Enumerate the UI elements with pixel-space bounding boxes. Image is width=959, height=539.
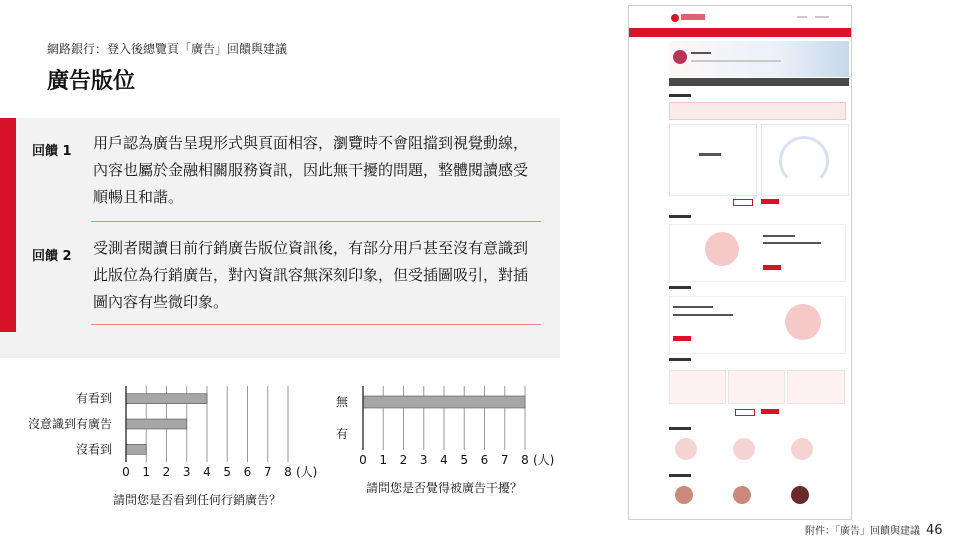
thumb-ad-button (673, 336, 691, 341)
bank-logo-wordmark (681, 14, 705, 20)
category-label: 有看到 (75, 391, 112, 406)
x-tick-label: 3 (182, 465, 191, 479)
x-tick-label: 2 (399, 453, 408, 467)
page-title: 廣告版位 (47, 69, 136, 94)
advisor-avatar (675, 486, 693, 504)
feedback-1-label: 回饋 1 (32, 144, 72, 159)
x-tick-label: 8 (521, 453, 529, 467)
thumb-notice-box (669, 102, 846, 120)
thumb-ad-headline (763, 242, 821, 244)
axis-unit-label: (人) (296, 465, 318, 479)
x-tick-label: 1 (379, 453, 388, 467)
x-axis-label: 請問您是否覺得被廣告干擾？ (365, 481, 523, 495)
thumb-section-title (669, 215, 691, 218)
bar (126, 444, 146, 454)
feedback-panel (0, 118, 560, 358)
x-tick-label: 5 (223, 465, 232, 479)
thumb-button (761, 199, 779, 204)
category-label: 無 (335, 395, 348, 409)
x-tick-label: 8 (284, 465, 292, 479)
thumb-ad-headline (763, 235, 795, 237)
thumb-tab-bar (669, 78, 849, 86)
x-tick-label: 7 (500, 453, 509, 467)
thumb-section-title (669, 94, 691, 97)
page-subtitle: 網路銀行：登入後總覽頁「廣告」回饋與建議 (47, 42, 288, 56)
page-number: 46 (926, 523, 943, 538)
thumb-ad-banner (669, 224, 846, 282)
accent-bar (0, 118, 16, 332)
thumb-section-title (669, 427, 691, 430)
thumb-header-link (797, 16, 807, 18)
category-label: 沒看到 (75, 442, 112, 457)
x-tick-label: 0 (122, 465, 130, 479)
bank-logo-icon (671, 14, 679, 22)
bar (126, 419, 187, 429)
thumb-profile-banner (669, 41, 849, 77)
x-axis-label: 請問您是否看到任何行銷廣告？ (112, 493, 282, 507)
thumb-nav-bar (629, 28, 851, 37)
x-tick-label: 3 (419, 453, 428, 467)
money-bag-icon (785, 304, 821, 340)
slide-footer (805, 522, 943, 538)
x-tick-label: 0 (359, 453, 367, 467)
footer-caption: 附件：「廣告」回饋與建議 (805, 526, 920, 537)
screenshot-thumbnail (628, 5, 852, 520)
x-tick-label: 6 (480, 453, 489, 467)
thumb-user-name (691, 52, 711, 54)
insurance-icon (733, 438, 755, 460)
gauge-icon (779, 136, 829, 186)
thumb-section-title (669, 474, 691, 477)
x-tick-label: 7 (263, 465, 272, 479)
thumb-button (761, 409, 779, 414)
x-tick-label: 4 (203, 465, 211, 479)
feedback-divider (91, 324, 541, 325)
piggy-bank-icon (705, 232, 739, 266)
thumb-amount (699, 153, 721, 156)
feedback-1-text: 用戶認為廣告呈現形式與頁面相容，瀏覽時不會阻擋到視覺動線，內容也屬於金融相關服務資訊，因此無干擾的問題，整體閱讀感受順暢且和諧。 (93, 134, 529, 206)
thumb-ad-headline (673, 314, 733, 316)
thumb-user-info (691, 60, 781, 62)
axis-unit-label: (人) (533, 453, 555, 467)
category-label: 沒意識到有廣告 (27, 417, 112, 431)
advisor-avatar (733, 486, 751, 504)
bar (363, 396, 525, 408)
bar (126, 394, 207, 404)
chart-ad-interference (320, 378, 580, 508)
thumb-card (787, 370, 845, 404)
x-tick-label: 5 (460, 453, 469, 467)
thumb-button (733, 199, 753, 206)
insurance-icon (675, 438, 697, 460)
x-tick-label: 2 (162, 465, 171, 479)
advisor-avatar (791, 486, 809, 504)
avatar (673, 50, 687, 64)
x-tick-label: 4 (440, 453, 448, 467)
thumb-section-title (669, 358, 691, 361)
insurance-icon (791, 438, 813, 460)
thumb-card (728, 370, 785, 404)
thumb-header-link (815, 16, 829, 18)
x-tick-label: 1 (142, 465, 151, 479)
thumb-ad-button (763, 265, 781, 270)
feedback-2-text: 受測者閱讀目前行銷廣告版位資訊後，有部分用戶甚至沒有意識到此版位為行銷廣告，對內資訊容無深刻印象，但受插圖吸引，對插圖內容有些微印象。 (93, 239, 529, 311)
thumb-section-title (669, 286, 691, 289)
category-label: 有 (335, 427, 348, 441)
feedback-2-label: 回饋 2 (32, 249, 72, 264)
thumb-button (735, 409, 755, 416)
thumb-card (669, 370, 726, 404)
x-tick-label: 6 (243, 465, 252, 479)
thumb-card (669, 124, 757, 196)
chart-seen-ads (0, 378, 320, 508)
feedback-divider (91, 221, 541, 222)
thumb-ad-headline (673, 306, 713, 308)
